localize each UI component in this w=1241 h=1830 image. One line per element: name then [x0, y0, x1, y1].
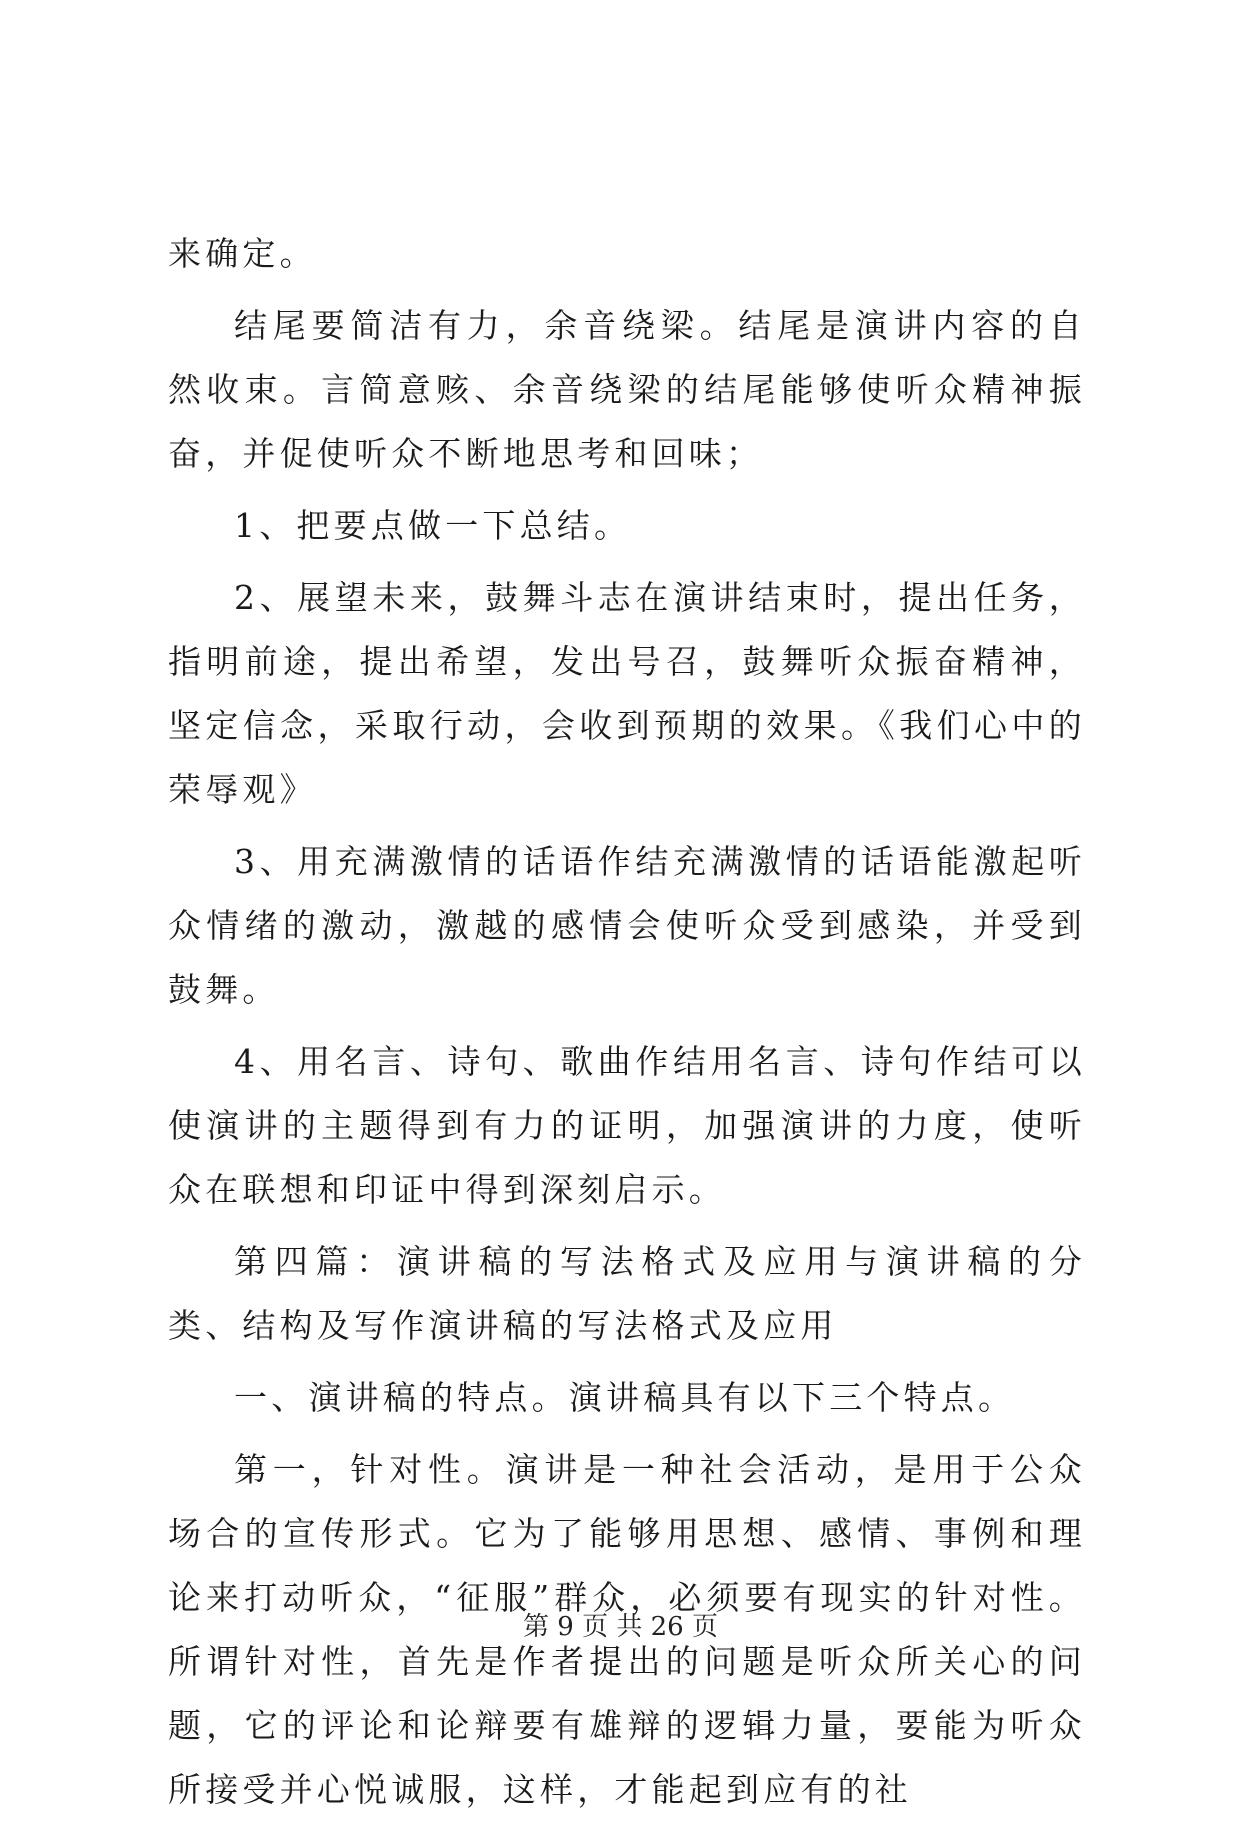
paragraph-1: 来确定。 — [168, 234, 317, 273]
page-footer — [0, 1606, 1241, 1643]
paragraph-4: 2、展望未来，鼓舞斗志在演讲结束时，提出任务，指明前途，提出希望，发出号召，鼓舞听众振奋精神，坚定信念，采取行动，会收到预期的效果。《我们心中的荣辱观》 — [168, 578, 1086, 809]
section-heading: 第四篇：演讲稿的写法格式及应用与演讲稿的分类、结构及写作演讲稿的写法格式及应用 — [168, 1242, 1086, 1345]
paragraph-5: 3、用充满激情的话语作结充满激情的话语能激起听众情绪的激动，激越的感情会使听众受到感染，并受到鼓舞。 — [168, 842, 1086, 1009]
paragraph-9: 第一，针对性。演讲是一种社会活动，是用于公众场合的宣传形式。它为了能够用思想、感情、事例和理论来打动听众，“征服”群众，必须要有现实的针对性。所谓针对性，首先是作者提出的问题是听众所关心的问题，它的评论和论辩要有雄辩的逻辑力量，要能为听众所接受并心悦诚服，这样，才能起到应有的社 — [168, 1450, 1086, 1809]
page-number: 第 9 页 共 26 页 — [523, 1612, 718, 1642]
paragraph-2: 结尾要简洁有力，余音绕梁。结尾是演讲内容的自然收束。言简意赅、余音绕梁的结尾能够使听众精神振奋，并促使听众不断地思考和回味； — [168, 306, 1086, 473]
paragraph-3: 1、把要点做一下总结。 — [234, 506, 632, 545]
document-body — [168, 222, 1086, 1830]
paragraph-6: 4、用名言、诗句、歌曲作结用名言、诗句作结可以使演讲的主题得到有力的证明，加强演讲的力度，使听众在联想和印证中得到深刻启示。 — [168, 1042, 1086, 1209]
paragraph-8: 一、演讲稿的特点。演讲稿具有以下三个特点。 — [234, 1378, 1016, 1417]
